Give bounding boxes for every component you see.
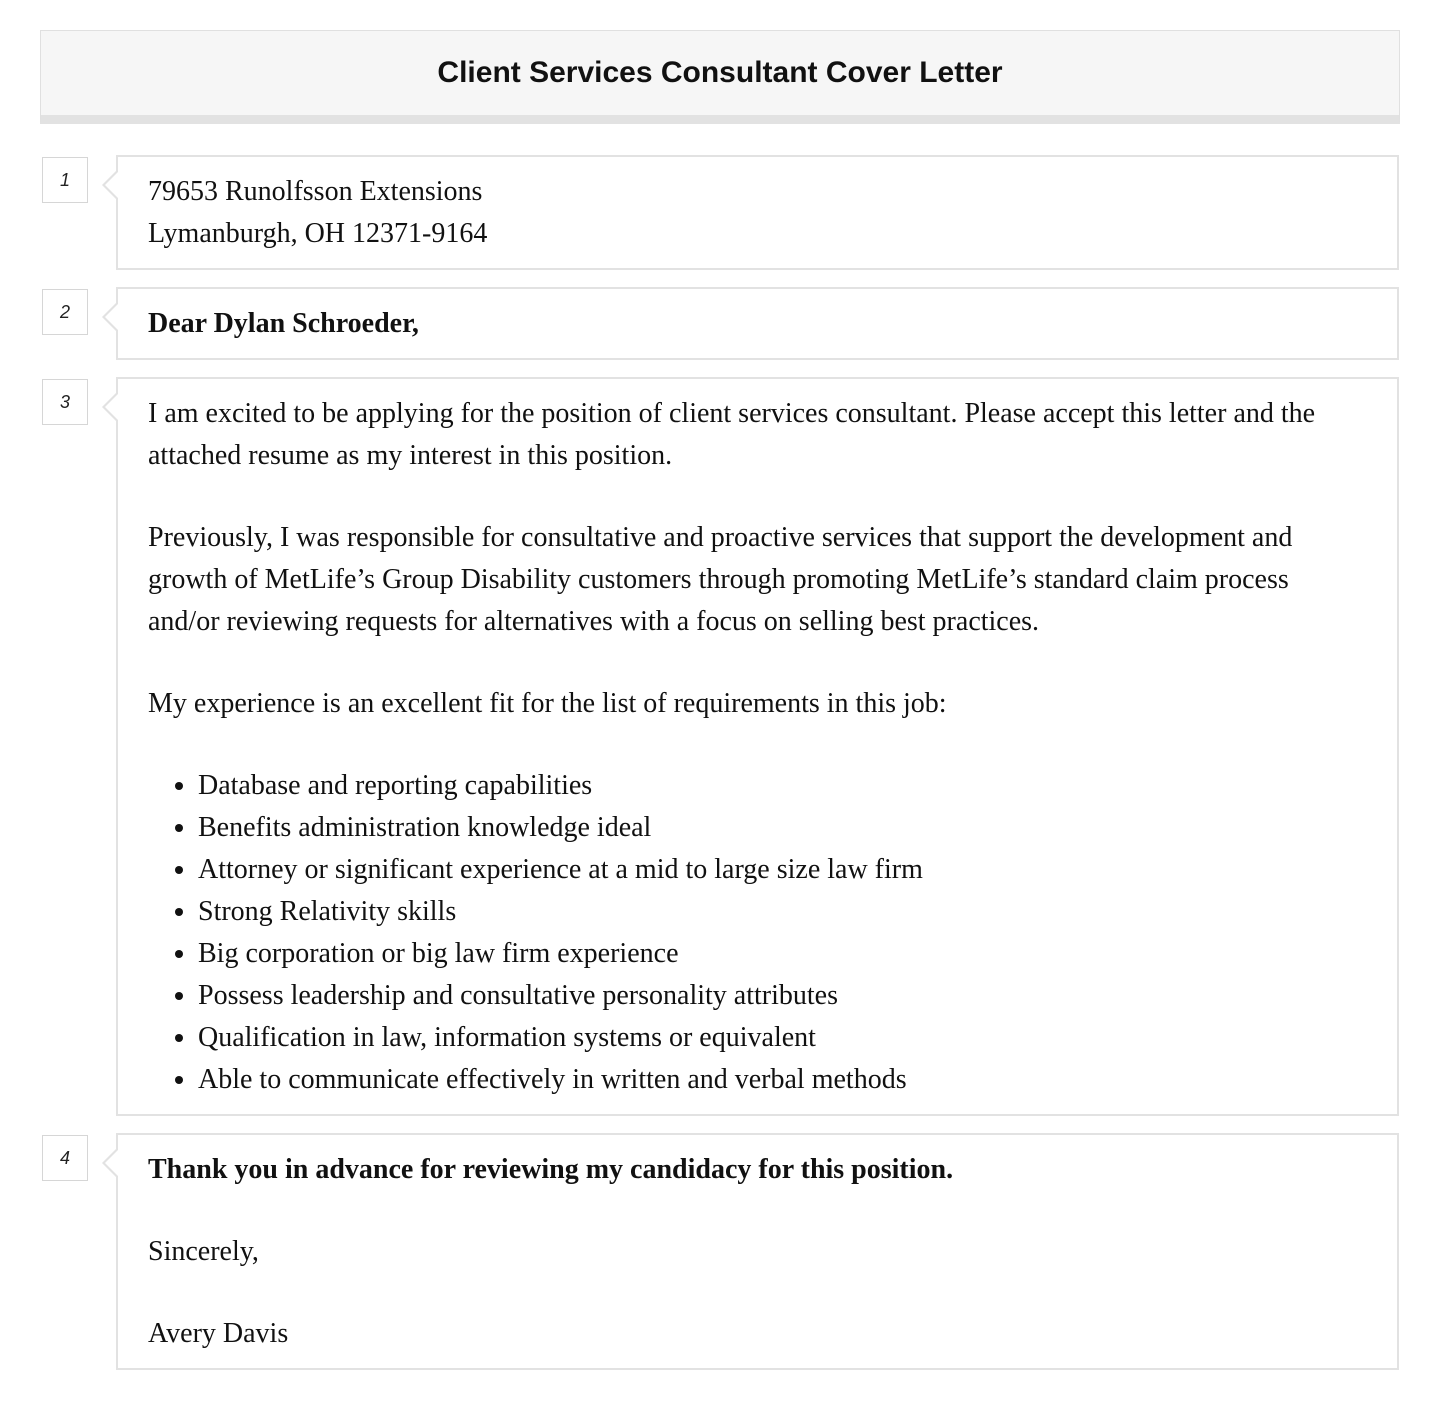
closing-statement: Thank you in advance for reviewing my candidacy for this position. <box>148 1154 954 1185</box>
salutation-block <box>116 287 1399 360</box>
address-block <box>116 155 1399 270</box>
experience-paragraph: Previously, I was responsible for consultative and proactive services that support the development and growth of MetLife’s Group Disability customers through promoting MetLife’s standard claim process and/or reviewing requests for alternatives with a focus on selling best practices. <box>148 522 1293 637</box>
address-line-1: 79653 Runolfsson Extensions <box>148 176 483 207</box>
section-number-2: 2 <box>42 289 88 335</box>
list-item: • Attorney or significant experience at a mid to large size law firm <box>198 849 1367 891</box>
list-item: • Big corporation or big law firm experience <box>198 933 1367 975</box>
requirements-list <box>148 765 1367 1101</box>
salutation: Dear Dylan Schroeder, <box>148 308 419 339</box>
section-number-4: 4 <box>42 1135 88 1181</box>
list-item: • Database and reporting capabilities <box>198 765 1367 807</box>
address-line-2: Lymanburgh, OH 12371-9164 <box>148 218 488 249</box>
page-header <box>40 30 1400 124</box>
page-title: Client Services Consultant Cover Letter <box>437 56 1003 89</box>
requirements-intro: My experience is an excellent fit for the list of requirements in this job: <box>148 688 947 719</box>
signoff: Sincerely, <box>148 1236 259 1267</box>
signature-name: Avery Davis <box>148 1318 289 1349</box>
list-item: • Qualification in law, information systems or equivalent <box>198 1017 1367 1059</box>
closing-block <box>116 1133 1399 1370</box>
section-number-1: 1 <box>42 157 88 203</box>
body-block <box>116 377 1399 1116</box>
list-item: • Strong Relativity skills <box>198 891 1367 933</box>
list-item: • Benefits administration knowledge ideal <box>198 807 1367 849</box>
list-item: • Possess leadership and consultative personality attributes <box>198 975 1367 1017</box>
list-item: • Able to communicate effectively in written and verbal methods <box>198 1059 1367 1101</box>
section-number-3: 3 <box>42 379 88 425</box>
intro-paragraph: I am excited to be applying for the position of client services consultant. Please accept this letter and the attached resume as my interest in this position. <box>148 398 1316 471</box>
